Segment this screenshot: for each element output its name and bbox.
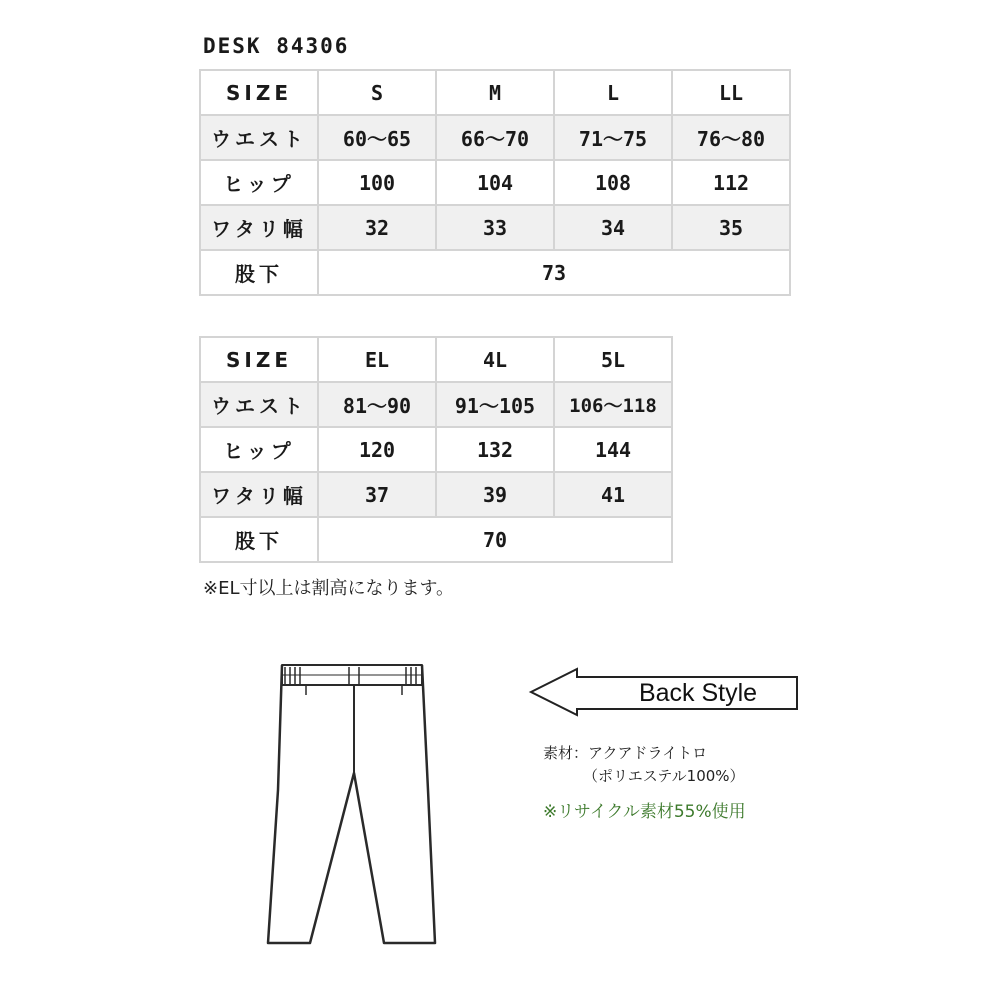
header-cell: SIZE (200, 70, 318, 115)
table-cell: 71～75 (554, 115, 672, 160)
table-cell: 112 (672, 160, 790, 205)
row-label: ワタリ幅 (200, 205, 318, 250)
table-cell: 108 (554, 160, 672, 205)
table-cell: 66～70 (436, 115, 554, 160)
row-label: ワタリ幅 (200, 472, 318, 517)
header-cell: L (554, 70, 672, 115)
header-cell: 5L (554, 337, 672, 382)
size-table-2 (199, 336, 673, 563)
table-row (200, 427, 672, 472)
back-style-label: Back Style (638, 679, 758, 707)
inseam-value: 73 (318, 250, 790, 295)
table-row (200, 517, 672, 562)
table-row (200, 382, 672, 427)
table-header-row (200, 70, 790, 115)
recycle-note: ※リサイクル素材55%使用 (543, 802, 746, 822)
table-header-row (200, 337, 672, 382)
table-cell: 91～105 (436, 382, 554, 427)
price-note: ※EL寸以上は割高になります。 (203, 578, 455, 599)
table-cell: 39 (436, 472, 554, 517)
row-label: ヒップ (200, 160, 318, 205)
table-cell: 120 (318, 427, 436, 472)
table-row (200, 160, 790, 205)
table-cell: 34 (554, 205, 672, 250)
table-cell: 81～90 (318, 382, 436, 427)
table-cell: 60～65 (318, 115, 436, 160)
size-table-1 (199, 69, 791, 296)
table-cell: 32 (318, 205, 436, 250)
pants-back-illustration (260, 655, 440, 950)
table-row (200, 205, 790, 250)
table-cell: 76～80 (672, 115, 790, 160)
row-label: ヒップ (200, 427, 318, 472)
row-label: ウエスト (200, 115, 318, 160)
table-cell: 132 (436, 427, 554, 472)
table-row (200, 250, 790, 295)
header-cell: SIZE (200, 337, 318, 382)
table-cell: 35 (672, 205, 790, 250)
table-cell: 37 (318, 472, 436, 517)
header-cell: EL (318, 337, 436, 382)
material-line: 素材：アクアドライトロ (543, 744, 708, 762)
header-cell: 4L (436, 337, 554, 382)
table-cell: 104 (436, 160, 554, 205)
row-label: 股下 (200, 517, 318, 562)
table-cell: 41 (554, 472, 672, 517)
inseam-value: 70 (318, 517, 672, 562)
product-title: DESK 84306 (203, 34, 350, 58)
material-composition: （ポリエステル100%） (583, 767, 745, 785)
header-cell: LL (672, 70, 790, 115)
table-cell: 100 (318, 160, 436, 205)
row-label: ウエスト (200, 382, 318, 427)
row-label: 股下 (200, 250, 318, 295)
header-cell: S (318, 70, 436, 115)
table-cell: 144 (554, 427, 672, 472)
table-row (200, 472, 672, 517)
table-cell: 33 (436, 205, 554, 250)
table-row (200, 115, 790, 160)
table-cell: 106～118 (554, 382, 672, 427)
header-cell: M (436, 70, 554, 115)
